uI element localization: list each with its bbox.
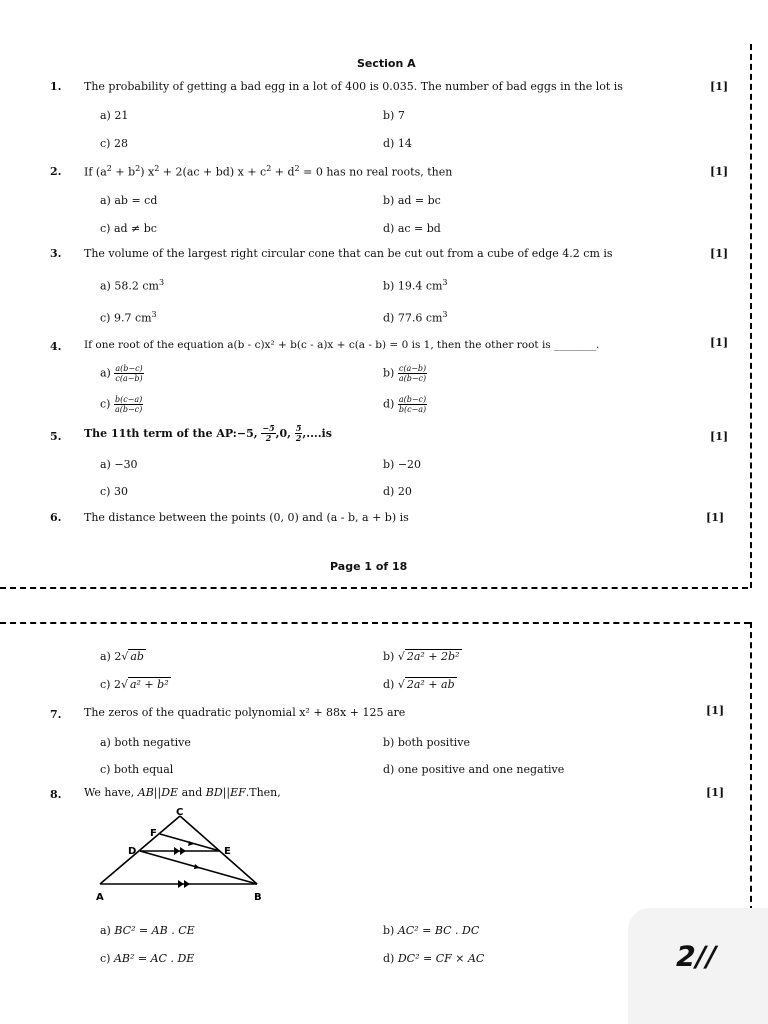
question-number: 5.: [50, 430, 62, 443]
option-a: a) ab = cd: [100, 194, 158, 207]
marks: [1]: [710, 247, 729, 260]
question-text: The volume of the largest right circular cone that can be cut out from a cube of edge 4.2 cm is: [84, 247, 613, 260]
marks: [1]: [710, 430, 729, 443]
app-logo-icon: 2//: [672, 940, 720, 973]
option-b: b) −20: [383, 458, 422, 471]
marks: [1]: [710, 165, 729, 178]
option-c: c) 9.7 $cm^3$: [100, 310, 157, 325]
marks: [1]: [706, 786, 725, 799]
option-b: b) $\frac{c(a-b)}{a(b-c)}$: [383, 364, 427, 383]
vertex-label-e: E: [224, 846, 231, 857]
option-c: c) both equal: [100, 763, 174, 776]
option-b: b) both positive: [383, 736, 470, 749]
option-b: b) ad = bc: [383, 194, 441, 207]
page-border-right: [750, 622, 752, 912]
option-d: d) one positive and one negative: [383, 763, 565, 776]
option-c: c) $\frac{b(c-a)}{a(b-c)}$: [100, 395, 143, 414]
option-d: d) 14: [383, 137, 412, 150]
option-a: a) both negative: [100, 736, 191, 749]
option-c: c) ad ≠ bc: [100, 222, 157, 235]
triangle-figure: [92, 808, 272, 904]
question-text: The distance between the points (0, 0) and (a - b, a + b) is: [84, 511, 409, 524]
vertex-label-d: D: [128, 846, 137, 857]
option-a: a) −30: [100, 458, 138, 471]
option-c: c) 2√ a² + b²: [100, 678, 169, 691]
page-footer: Page 1 of 18: [330, 560, 408, 573]
question-number: 4.: [50, 340, 62, 353]
option-a: a) BC² = AB . CE: [100, 924, 195, 937]
option-a: a) 21: [100, 109, 129, 122]
vertex-label-f: F: [150, 828, 157, 839]
option-d: d) ac = bd: [383, 222, 441, 235]
marks: [1]: [706, 511, 725, 524]
page-border-top: [0, 622, 750, 624]
question-text: The probability of getting a bad egg in a lot of 400 is 0.035. The number of bad eggs in the lot is: [84, 80, 623, 93]
page-border-bottom: [0, 587, 748, 589]
question-number: 6.: [50, 511, 62, 524]
question-text: If one root of the equation a(b - c)x² + b(c - a)x + c(a - b) = 0 is 1, then the other root is ________.: [84, 339, 600, 351]
question-number: 3.: [50, 247, 62, 260]
vertex-label-b: B: [254, 892, 262, 903]
question-number: 2.: [50, 165, 62, 178]
option-c: c) 30: [100, 485, 128, 498]
option-a: a) $\frac{a(b-c)}{c(a-b)}$: [100, 364, 143, 383]
marks: [1]: [710, 80, 729, 93]
option-d: d) √ 2a² + ab: [383, 678, 455, 691]
vertex-label-a: A: [96, 892, 104, 903]
option-d: d) DC² = CF × AC: [383, 952, 485, 965]
marks: [1]: [710, 336, 729, 349]
marks: [1]: [706, 704, 725, 717]
question-text: We have, AB||DE and BD||EF.Then,: [84, 786, 281, 799]
question-number: 8.: [50, 788, 62, 801]
option-b: b) AC² = BC . DC: [383, 924, 480, 937]
question-text: The zeros of the quadratic polynomial x² + 88x + 125 are: [84, 706, 406, 719]
vertex-label-c: C: [176, 808, 184, 818]
option-d: d) 20: [383, 485, 412, 498]
question-number: 1.: [50, 80, 62, 93]
question-text: If $(a^2 + b^2) x^2 + 2(ac + bd) x + c^2 + d^2 = 0$ has no real roots, then: [84, 164, 453, 179]
option-d: d) 77.6 $cm^3$: [383, 310, 448, 325]
section-title: Section A: [357, 57, 416, 70]
option-b: b) √ 2a² + 2b²: [383, 650, 460, 663]
option-a: a) 2√ ab: [100, 650, 144, 663]
option-b: b) 7: [383, 109, 405, 122]
option-c: c) AB² = AC . DE: [100, 952, 195, 965]
option-b: b) 19.4 $cm^3$: [383, 278, 448, 293]
question-text: The 11th term of the AP:−5, $\frac{-5}{2}$ ,0, $\frac{5}{2}$ ,....is: [84, 423, 332, 443]
question-number: 7.: [50, 708, 62, 721]
option-d: d) $\frac{a(b-c)}{b(c-a)}$: [383, 395, 427, 414]
option-c: c) 28: [100, 137, 128, 150]
option-a: a) 58.2 $cm^3$: [100, 278, 165, 293]
page-border-right: [750, 44, 752, 588]
